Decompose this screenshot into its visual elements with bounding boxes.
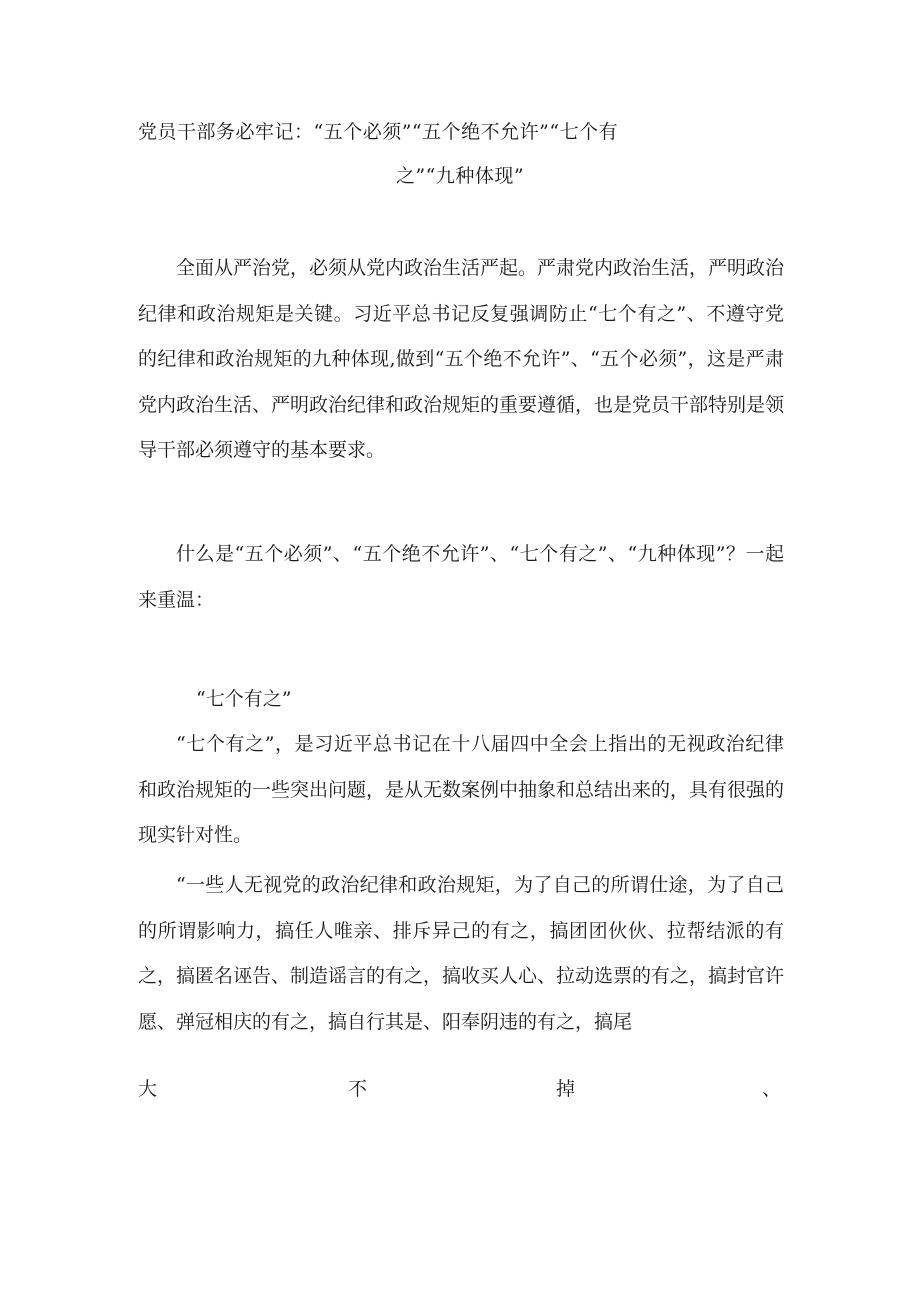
quote-continuation-line [138, 1073, 784, 1105]
document-title-line-2: 之”“九种体现” [395, 165, 525, 187]
section-quote-paragraph: “一些人无视党的政治纪律和政治规矩，为了自己的所谓仕途，为了自己的所谓影响力，搞任人唯亲、排斥异己的有之，搞团团伙伙、拉帮结派的有之，搞匿名诬告、制造谣言的有之，搞收买人心、拉动选票的有之，搞封官许愿、弹冠相庆的有之，搞自行其是、阳奉阴违的有之，搞尾 [138, 874, 785, 1033]
tail-char-2: 不 [348, 1078, 368, 1100]
intro-paragraph: 全面从严治党，必须从党内政治生活严起。严肃党内政治生活，严明政治纪律和政治规矩是关键。习近平总书记反复强调防止“七个有之”、不遵守党的纪律和政治规矩的九种体现,做到“五个绝不允许”、“五个必须”，这是严肃党内政治生活、严明政治纪律和政治规矩的重要遵循，也是党员干部特别是领导干部必须遵守的基本要求。 [138, 257, 785, 462]
tail-char-3: 掉 [556, 1078, 576, 1100]
section-heading: “七个有之” [196, 688, 292, 710]
section-definition-paragraph: “七个有之”，是习近平总书记在十八届四中全会上指出的无视政治纪律和政治规矩的一些突出问题，是从无数案例中抽象和总结出来的，具有很强的现实针对性。 [138, 733, 785, 847]
question-paragraph: 什么是“五个必须”、“五个绝不允许”、“七个有之”、“九种体现”？一起来重温： [138, 543, 784, 611]
tail-char-4: 、 [762, 1078, 782, 1100]
tail-char-1: 大 [138, 1078, 158, 1100]
document-title-line-1: 党员干部务必牢记：“五个必须”“五个绝不允许”“七个有 [138, 121, 619, 143]
